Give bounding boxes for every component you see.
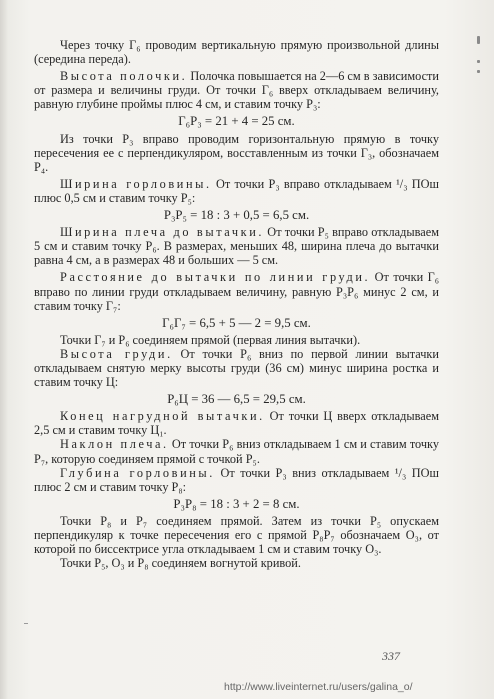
watermark-url: http://www.liveinternet.ru/users/galina_o/	[224, 681, 413, 693]
paragraph-text: От точки Р₃ вправо откладываем ¹/₃ ПОш плюс 0,5 см и ставим точку Р₅:	[34, 176, 439, 205]
section-heading: Глубина горловины.	[60, 465, 215, 480]
paragraph	[34, 409, 439, 437]
paragraph: Точки Р₈ и Р₇ соединяем прямой. Затем из точки Р₅ опускаем перпендикуляр к точке пересечения его с прямой Р₈Р₇ обозначаем О₃, от которой по биссектрисе угла откладываем 1 см и ставим точку О₃.	[34, 513, 439, 557]
formula: Р₆Ц = 36 — 6,5 = 29,5 см.	[167, 392, 306, 407]
section-heading: Расстояние до вытачки по линии груди.	[60, 270, 371, 285]
paragraph	[34, 177, 439, 205]
paragraph	[34, 270, 439, 312]
formula: Р₃Р₈ = 18 : 3 + 2 = 8 см.	[173, 496, 300, 511]
page-body	[34, 38, 439, 570]
formula: Г₆Г₇ = 6,5 + 5 — 2 = 9,5 см.	[162, 315, 311, 330]
page-edge-shadow	[0, 0, 8, 699]
margin-mark	[477, 60, 480, 63]
paragraph	[34, 437, 439, 465]
paragraph: Из точки Р₃ вправо проводим горизонтальную прямую в точку пересечения ее с перпендикуляром, восставленным из точки Г₃, обозначаем Р₄.	[34, 131, 439, 174]
paragraph-text: От точки Р₅ вправо откладываем 5 см и ставим точку Р₆. В размерах, меньших 48, ширина плеча до вытачки равна 4 см, а в размерах 48 и больших — 5 см.	[34, 225, 439, 268]
paragraph-text: От точки Г₆ вправо по линии груди откладываем величину, равную Р₃Р₆ минус 2 см, и ставим точку Г₇:	[34, 270, 439, 313]
section-heading: Высота груди.	[60, 346, 173, 361]
paragraph	[34, 69, 439, 111]
section-heading: Ширина плеча до вытачки.	[60, 225, 265, 240]
paragraph: Точки Г₇ и Р₆ соединяем прямой (первая линия вытачки).	[60, 332, 361, 347]
paragraph-text: От точки Р₃ вниз откладываем ¹/₃ ПОш плюс 2 см и ставим точку Р₈:	[34, 465, 439, 494]
formula: Р₃Р₅ = 18 : 3 + 0,5 = 6,5 см.	[163, 208, 310, 223]
paragraph-text: Полочка повышается на 2—6 см в зависимости от размера и величины груди. От точки Г₆ вверх откладываем величину, равную глубине проймы плюс 4 см, и ставим точку Р₃:	[34, 69, 440, 112]
page-number: 337	[382, 649, 400, 663]
section-heading: Ширина горловины.	[60, 176, 212, 191]
paragraph-text: От точки Р₆ вниз по первой линии вытачки откладываем снятую мерку высоты груди (36 см) минус ширина ростка и ставим точку Ц:	[34, 346, 439, 390]
margin-mark	[477, 36, 480, 44]
paragraph	[34, 347, 439, 389]
margin-mark	[477, 70, 480, 73]
paragraph	[34, 466, 439, 494]
paragraph-text: От точки Ц вверх откладываем 2,5 см и ставим точку Ц₁.	[34, 409, 439, 438]
margin-mark	[24, 623, 28, 624]
section-heading: Высота полочки.	[60, 69, 188, 84]
paragraph: Через точку Г₆ проводим вертикальную прямую произвольной длины (середина переда).	[34, 38, 439, 67]
section-heading: Конец нагрудной вытачки.	[60, 409, 265, 424]
paragraph-text: От точки Р₆ вниз откладываем 1 см и ставим точку Р₇, которую соединяем прямой с точкой Р₅.	[34, 437, 440, 466]
paragraph	[34, 225, 439, 267]
paragraph: Точки Р₅, О₃ и Р₈ соединяем вогнутой кривой.	[60, 556, 301, 571]
formula: Г₆Р₃ = 21 + 4 = 25 см.	[178, 114, 295, 129]
section-heading: Наклон плеча.	[60, 437, 169, 452]
